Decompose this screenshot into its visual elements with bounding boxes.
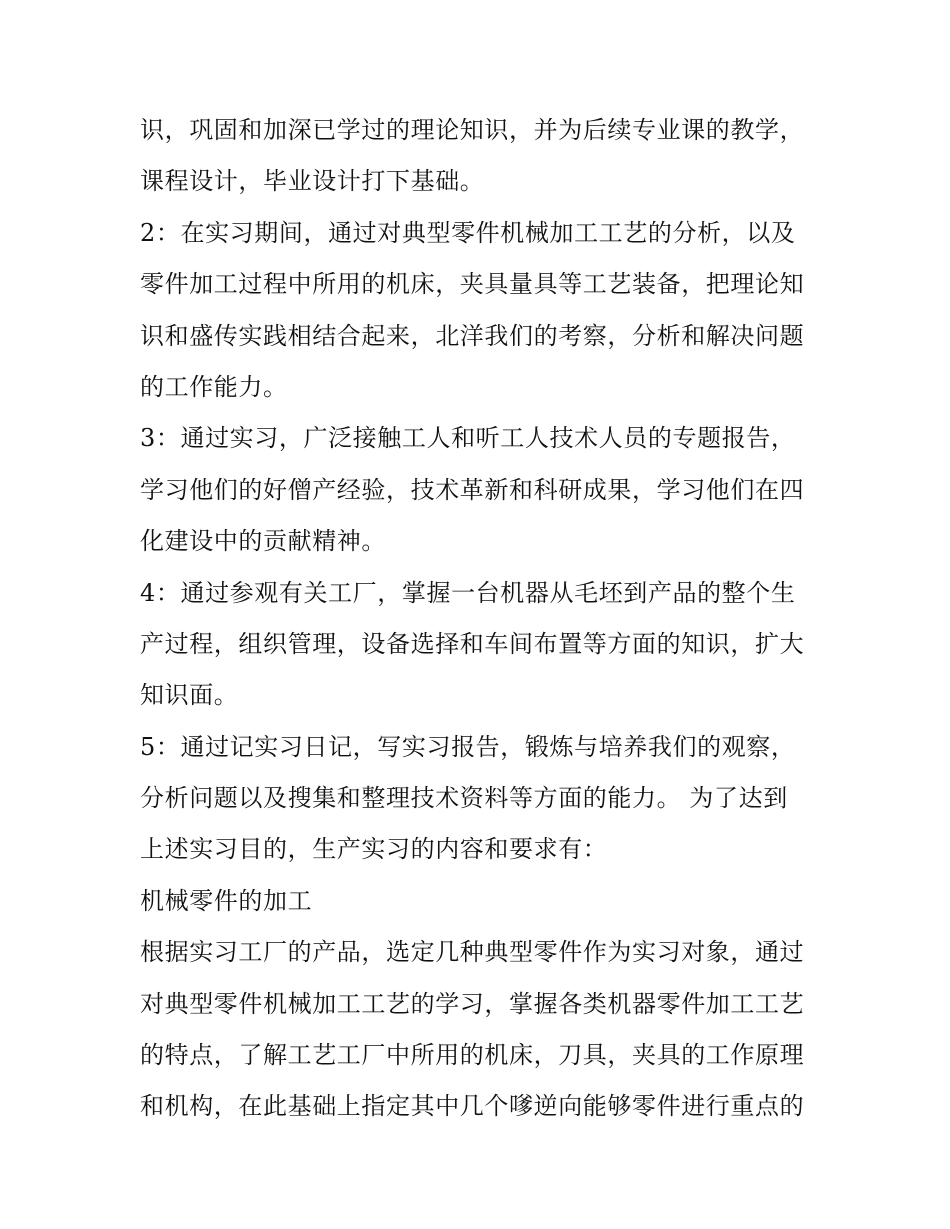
text-line-19: 的特点，了解工艺工厂中所用的机床，刀具，夹具的工作原理 [140,1041,805,1070]
section-heading: 机械零件的加工 [140,886,313,915]
text-line-3: 2：在实习期间，通过对典型零件机械加工工艺的分析，以及 [140,218,796,247]
text-line-5: 识和盛传实践相结合起来，北洋我们的考察，分析和解决问题 [140,321,805,350]
text-line-4: 零件加工过程中所用的机床，夹具量具等工艺装备，把理论知 [140,270,805,299]
text-line-12: 知识面。 [140,681,239,710]
text-line-9: 化建设中的贡献精神。 [140,527,386,556]
text-line-6: 的工作能力。 [140,372,288,401]
document-body [140,105,820,1133]
text-line-1: 识，巩固和加深已学过的理论知识，并为后续专业课的教学， [140,116,805,144]
text-line-15: 上述实习目的，生产实习的内容和要求有： [140,835,608,864]
text-line-8: 学习他们的好僧产经验，技术革新和科研成果，学习他们在四 [140,475,805,504]
text-line-10: 4：通过参观有关工厂，掌握一台机器从毛坯到产品的整个生 [140,578,796,607]
text-line-20: 和机构，在此基础上指定其中几个嗲逆向能够零件进行重点的 [140,1092,805,1121]
text-line-11: 产过程，组织管理，设备选择和车间布置等方面的知识，扩大 [140,629,805,658]
text-line-14: 分析问题以及搜集和整理技术资料等方面的能力。 为了达到 [140,784,788,813]
text-line-2: 课程设计，毕业设计打下基础。 [140,167,485,196]
text-line-7: 3：通过实习，广泛接触工人和听工人技术人员的专题报告， [140,424,796,453]
text-line-18: 对典型零件机械加工工艺的学习，掌握各类机器零件加工工艺 [140,989,805,1018]
text-line-13: 5：通过记实习日记，写实习报告，锻炼与培养我们的观察， [140,732,796,761]
text-line-17: 根据实习工厂的产品，选定几种典型零件作为实习对象，通过 [140,938,805,967]
